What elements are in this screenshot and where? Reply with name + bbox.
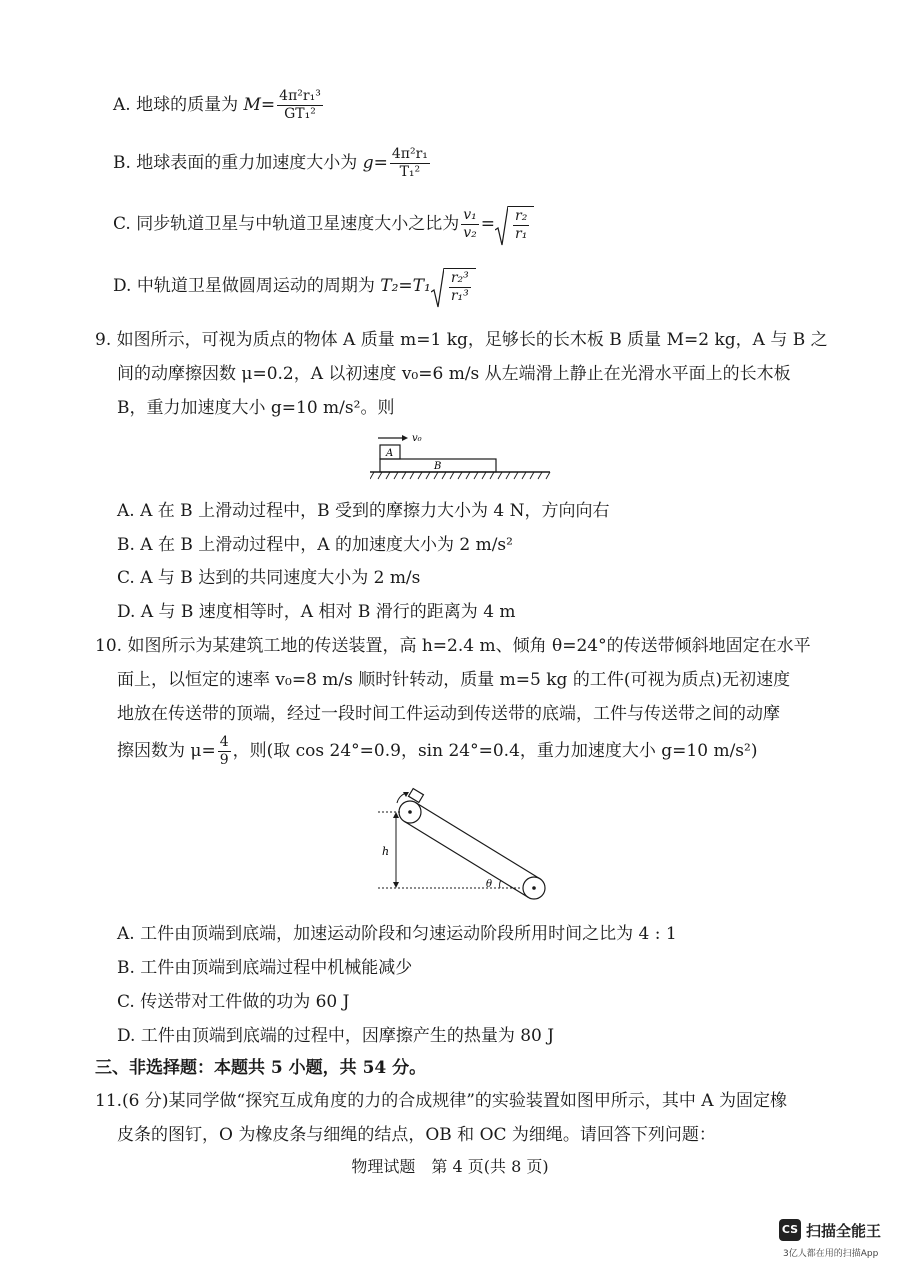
q11-stem-line-1: 11.(6 分)某同学做“探究互成角度的力的合成规律”的实验装置如图甲所示，其中 A 为固定橡 <box>95 1091 787 1111</box>
fraction-numerator: 4π²r₁ <box>391 146 428 162</box>
q8-option-c-sqrt <box>495 206 534 243</box>
q8-option-d-sqrt <box>431 268 476 305</box>
fraction-denominator: T₁² <box>399 164 421 180</box>
q9-option-a: A. A 在 B 上滑动过程中，B 受到的摩擦力大小为 4 N，方向向右 <box>117 501 610 521</box>
radical-sign-icon <box>495 206 508 246</box>
q10-option-d: D. 工件由顶端到底端的过程中，因摩擦产生的热量为 80 J <box>117 1026 555 1046</box>
camscanner-logo-icon: CS <box>779 1219 801 1241</box>
q8-option-d <box>113 268 476 305</box>
camscanner-title: 扫描全能王 <box>806 1222 882 1240</box>
q10-option-a: A. 工件由顶端到底端，加速运动阶段和匀速运动阶段所用时间之比为 4 : 1 <box>117 924 677 944</box>
belt-upper <box>416 803 540 879</box>
fraction-numerator: r₂ <box>515 208 528 224</box>
velocity-arrow-icon <box>378 435 408 441</box>
arrow-up-icon <box>393 812 399 818</box>
q8-option-c-fraction <box>461 207 479 242</box>
section-3-heading: 三、非选择题：本题共 5 小题，共 54 分。 <box>95 1058 427 1078</box>
q9-option-c: C. A 与 B 达到的共同速度大小为 2 m/s <box>117 568 421 588</box>
q10-stem-line-3: 地放在传送带的顶端，经过一段时间工件运动到传送带的底端，工件与传送带之间的动摩 <box>117 704 780 724</box>
fraction-denominator: r₁³ <box>450 288 469 304</box>
q10-option-c: C. 传送带对工件做的功为 60 J <box>117 992 350 1012</box>
angle-arc <box>500 880 501 888</box>
q10-fig-h-label: h <box>382 845 390 858</box>
q8-option-c: C. 同步轨道卫星与中轨道卫星速度大小之比为 $\frac{\text{v₁}}{\text{v₂}}$ = $\frac{\text{r₂}}{\text{r₁}}$ <box>113 206 534 243</box>
q10-fig-theta-label: θ <box>486 879 493 890</box>
q9-figure-block-on-board <box>370 428 560 486</box>
q10-option-b: B. 工件由顶端到底端过程中机械能减少 <box>117 958 413 978</box>
fraction-denominator: r₁ <box>515 226 528 242</box>
q8-option-a-fraction <box>277 88 323 123</box>
fraction-numerator: 4π²r₁³ <box>279 88 321 104</box>
q9-fig-a-label: A <box>386 448 394 459</box>
radical-sign-icon <box>431 268 444 308</box>
fraction-denominator: GT₁² <box>284 106 316 122</box>
page-footer: 物理试题 第 4 页(共 8 页) <box>351 1157 549 1176</box>
q9-option-b: B. A 在 B 上滑动过程中，A 的加速度大小为 2 m/s² <box>117 535 513 555</box>
q10-stem-line-4-prefix: 擦因数为 μ= <box>117 741 216 761</box>
ground-hatching <box>370 472 550 479</box>
q10-stem-line-1: 10. 如图所示为某建筑工地的传送装置，高 h=2.4 m、倾角 θ=24°的传送带倾斜地固定在水平 <box>95 636 811 656</box>
fraction-numerator: 4 <box>219 734 229 750</box>
q10-stem-line-2: 面上，以恒定的速率 v₀=8 m/s 顺时针转动，质量 m=5 kg 的工件(可视为质点)无初速度 <box>117 670 791 690</box>
q8-option-b-prefix: B. 地球表面的重力加速度大小为 <box>113 153 363 173</box>
q9-stem-line-2: 间的动摩擦因数 μ=0.2，A 以初速度 v₀=6 m/s 从左端滑上静止在光滑水平面上的长木板 <box>117 364 791 384</box>
q10-stem-line-4 <box>117 734 757 769</box>
q9-stem-line-3: B，重力加速度大小 g=10 m/s²。则 <box>117 398 395 418</box>
q10-stem-line-4-suffix: ，则(取 cos 24°=0.9，sin 24°=0.4，重力加速度大小 g=10 m/s²) <box>232 741 758 761</box>
camscanner-subtitle: 3亿人都在用的扫描App <box>783 1249 879 1259</box>
q9-stem-line-1: 9. 如图所示，可视为质点的物体 A 质量 m=1 kg，足够长的长木板 B 质量 M=2 kg，A 与 B 之 <box>95 330 828 350</box>
q8-option-d-lhs: T₂=T₁ <box>380 276 431 296</box>
q8-option-a: A. 地球的质量为 M= $\frac{\text{4π²r₁³}}{\text{GT₁²}}$ <box>113 88 321 122</box>
fraction-denominator: 9 <box>219 752 229 768</box>
q8-option-b: B. 地球表面的重力加速度大小为 g= $\frac{\text{4π²r₁}}{\text{T₁²}}$ <box>113 146 428 180</box>
q9-fig-v0-label: v₀ <box>412 433 422 444</box>
q8-option-d-prefix: D. 中轨道卫星做圆周运动的周期为 <box>113 276 381 296</box>
fraction-numerator: v₁ <box>463 207 477 223</box>
fraction-denominator: v₂ <box>463 225 477 241</box>
q8-option-a-lhs: M <box>243 95 261 115</box>
q8-option-c-prefix: C. 同步轨道卫星与中轨道卫星速度大小之比为 <box>113 214 460 234</box>
q9-fig-b-label: B <box>434 461 442 472</box>
workpiece <box>409 789 424 803</box>
q11-stem-line-2: 皮条的图钉，O 为橡皮条与细绳的结点，OB 和 OC 为细绳。请回答下列问题： <box>117 1125 716 1145</box>
q9-option-d: D. A 与 B 速度相等时，A 相对 B 滑行的距离为 4 m <box>117 602 516 622</box>
q8-option-b-fraction <box>390 146 430 181</box>
q10-mu-fraction <box>218 734 231 769</box>
q8-option-b-lhs: g <box>362 153 374 173</box>
belt-lower <box>404 821 528 897</box>
fraction-numerator: r₂³ <box>450 270 469 286</box>
q10-figure-conveyor-belt <box>370 783 560 903</box>
q8-option-a-prefix: A. 地球的质量为 <box>113 95 244 115</box>
arrow-down-icon <box>393 882 399 888</box>
